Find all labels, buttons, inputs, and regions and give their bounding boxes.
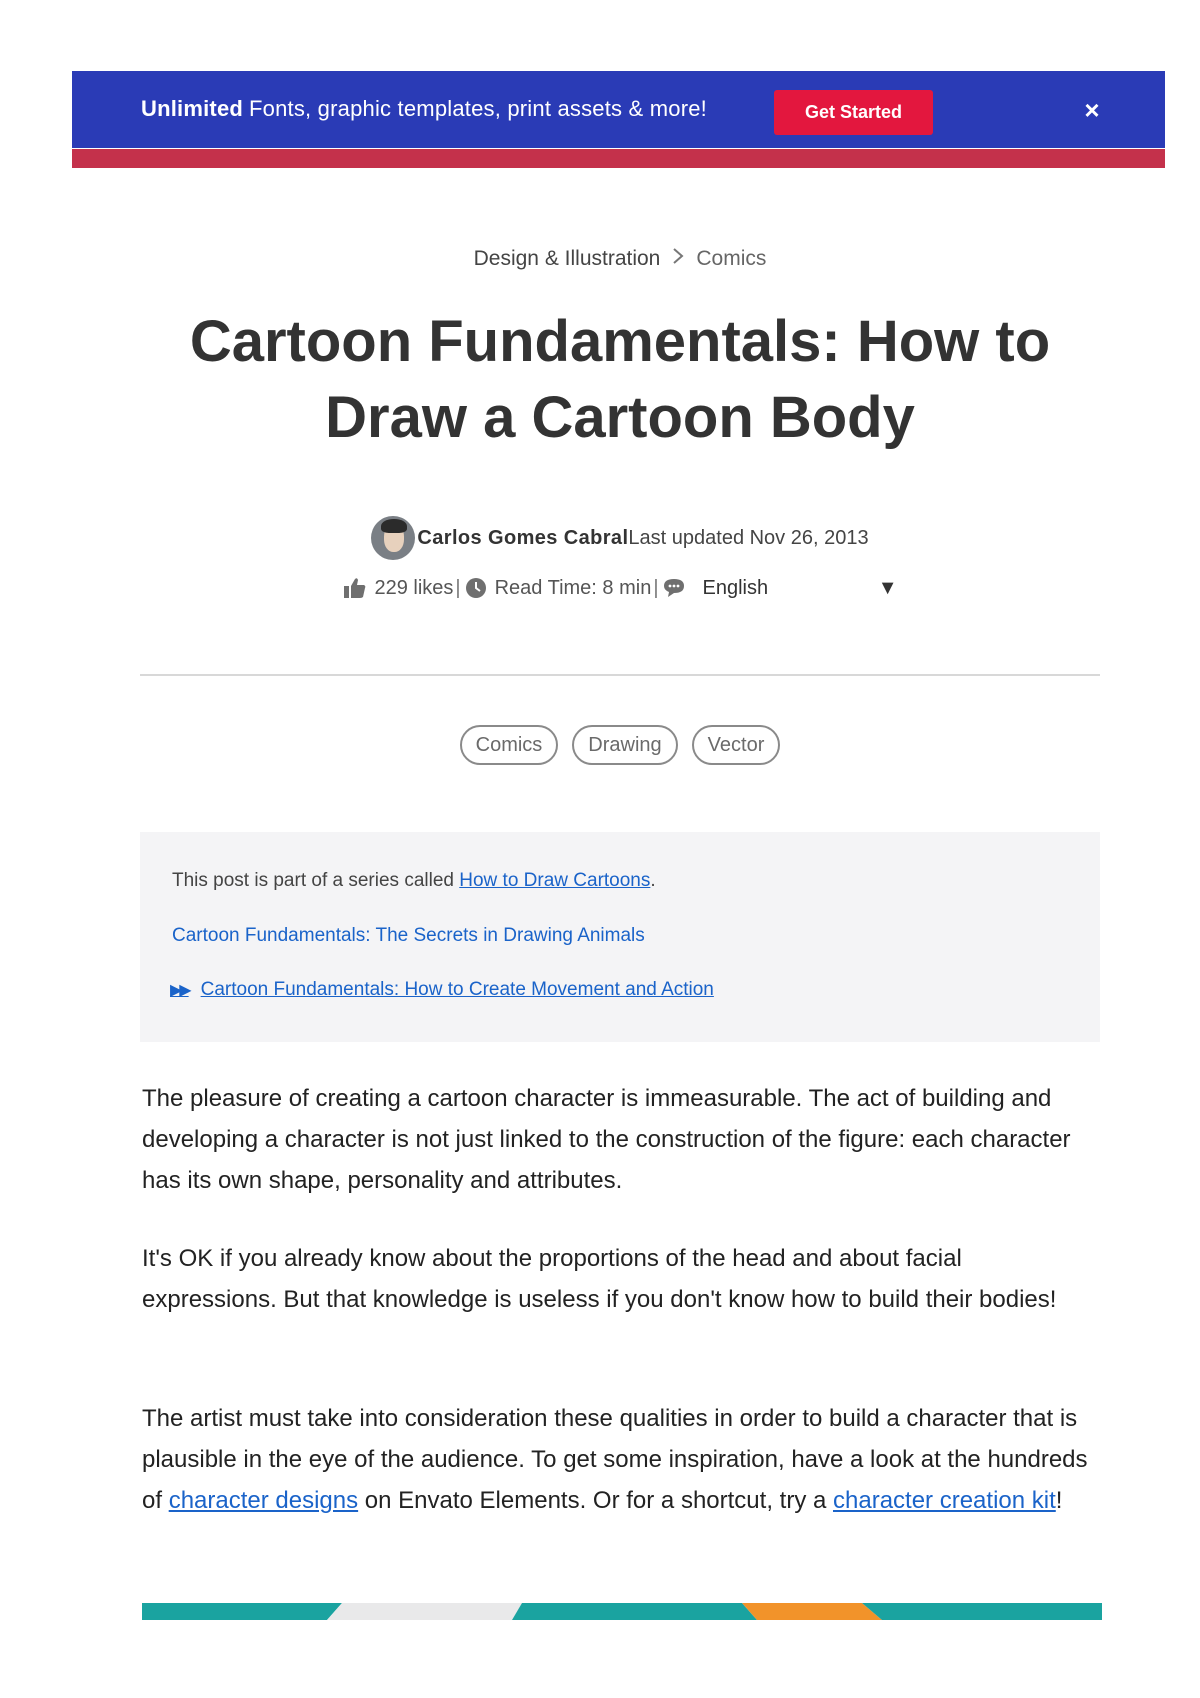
tag-comics[interactable]: Comics: [460, 725, 559, 765]
series-box: [140, 832, 1100, 1042]
meta-separator: |: [455, 576, 461, 599]
promo-banner: [72, 71, 1165, 168]
chevron-right-icon: [672, 247, 684, 271]
series-next-link[interactable]: Cartoon Fundamentals: How to Create Movement and Action: [200, 979, 714, 1000]
promo-banner-stripe: [72, 149, 1165, 168]
language-select[interactable]: [703, 577, 898, 600]
series-previous-link[interactable]: Cartoon Fundamentals: The Secrets in Drawing Animals: [172, 925, 645, 946]
tag-vector[interactable]: Vector: [692, 725, 781, 765]
body-paragraph-3-text-b: on Envato Elements. Or for a shortcut, try a: [364, 1487, 827, 1514]
fast-forward-icon[interactable]: ▶▶: [170, 982, 189, 999]
body-paragraph-3-text-end: !: [1055, 1487, 1063, 1514]
dropdown-arrow-icon: ▼: [877, 576, 898, 599]
avatar-hair: [381, 519, 407, 533]
tag-list: [0, 725, 1200, 765]
character-creation-kit-link[interactable]: character creation kit: [833, 1487, 1056, 1514]
series-intro: [172, 870, 656, 892]
article-meta: [0, 576, 1200, 600]
promo-banner-text: [141, 96, 707, 122]
thumbs-up-icon[interactable]: [342, 576, 368, 600]
speech-bubble-icon: [661, 576, 687, 600]
read-time-label: Read Time:: [494, 576, 597, 599]
body-paragraph-3: [142, 1398, 1102, 1521]
breadcrumb-current-link[interactable]: Comics: [696, 247, 767, 270]
close-icon[interactable]: ×: [1084, 95, 1100, 125]
body-paragraph-1: The pleasure of creating a cartoon character is immeasurable. The act of building and developing a character is not just linked to the construction of the figure: each character has its own shape, personality and attributes.: [142, 1085, 1071, 1194]
body-paragraph-2: It's OK if you already know about the proportions of the head and about facial expressions. But that knowledge is useless if you don't know how to build their bodies!: [142, 1245, 1057, 1313]
divider: [140, 674, 1100, 676]
series-intro-text: This post is part of a series called: [172, 870, 454, 891]
avatar[interactable]: [371, 516, 415, 560]
character-designs-link[interactable]: character designs: [168, 1487, 359, 1514]
tag-drawing[interactable]: Drawing: [572, 725, 677, 765]
language-value: English: [702, 576, 769, 599]
promo-banner-bold: Unlimited: [141, 96, 244, 121]
promo-banner-message: Fonts, graphic templates, print assets & more!: [249, 96, 707, 121]
author-row: [0, 516, 1200, 560]
last-updated: Last updated Nov 26, 2013: [628, 526, 869, 549]
body-paragraph-3-text-a: The artist must take into consideration these qualities in order to build a character that is plausible in the eye of the audience. To get some inspiration, have a look at the hundreds of: [142, 1405, 1088, 1514]
series-intro-period: .: [650, 870, 656, 891]
promo-banner-bar: [72, 71, 1165, 149]
author-name[interactable]: Carlos Gomes Cabral: [417, 526, 629, 549]
hero-image: [142, 1603, 1102, 1620]
read-time-value: 8 min: [602, 576, 652, 599]
meta-separator: |: [653, 576, 659, 599]
likes-count: 229 likes: [374, 576, 454, 599]
get-started-button[interactable]: Get Started: [774, 90, 933, 135]
series-link[interactable]: How to Draw Cartoons: [459, 870, 651, 891]
series-next-row: [170, 979, 714, 1001]
breadcrumb: [0, 247, 1200, 271]
page-title: Cartoon Fundamentals: How to Draw a Cartoon Body: [189, 309, 1051, 450]
clock-icon: [463, 576, 489, 600]
breadcrumb-category-link[interactable]: Design & Illustration: [473, 247, 661, 270]
